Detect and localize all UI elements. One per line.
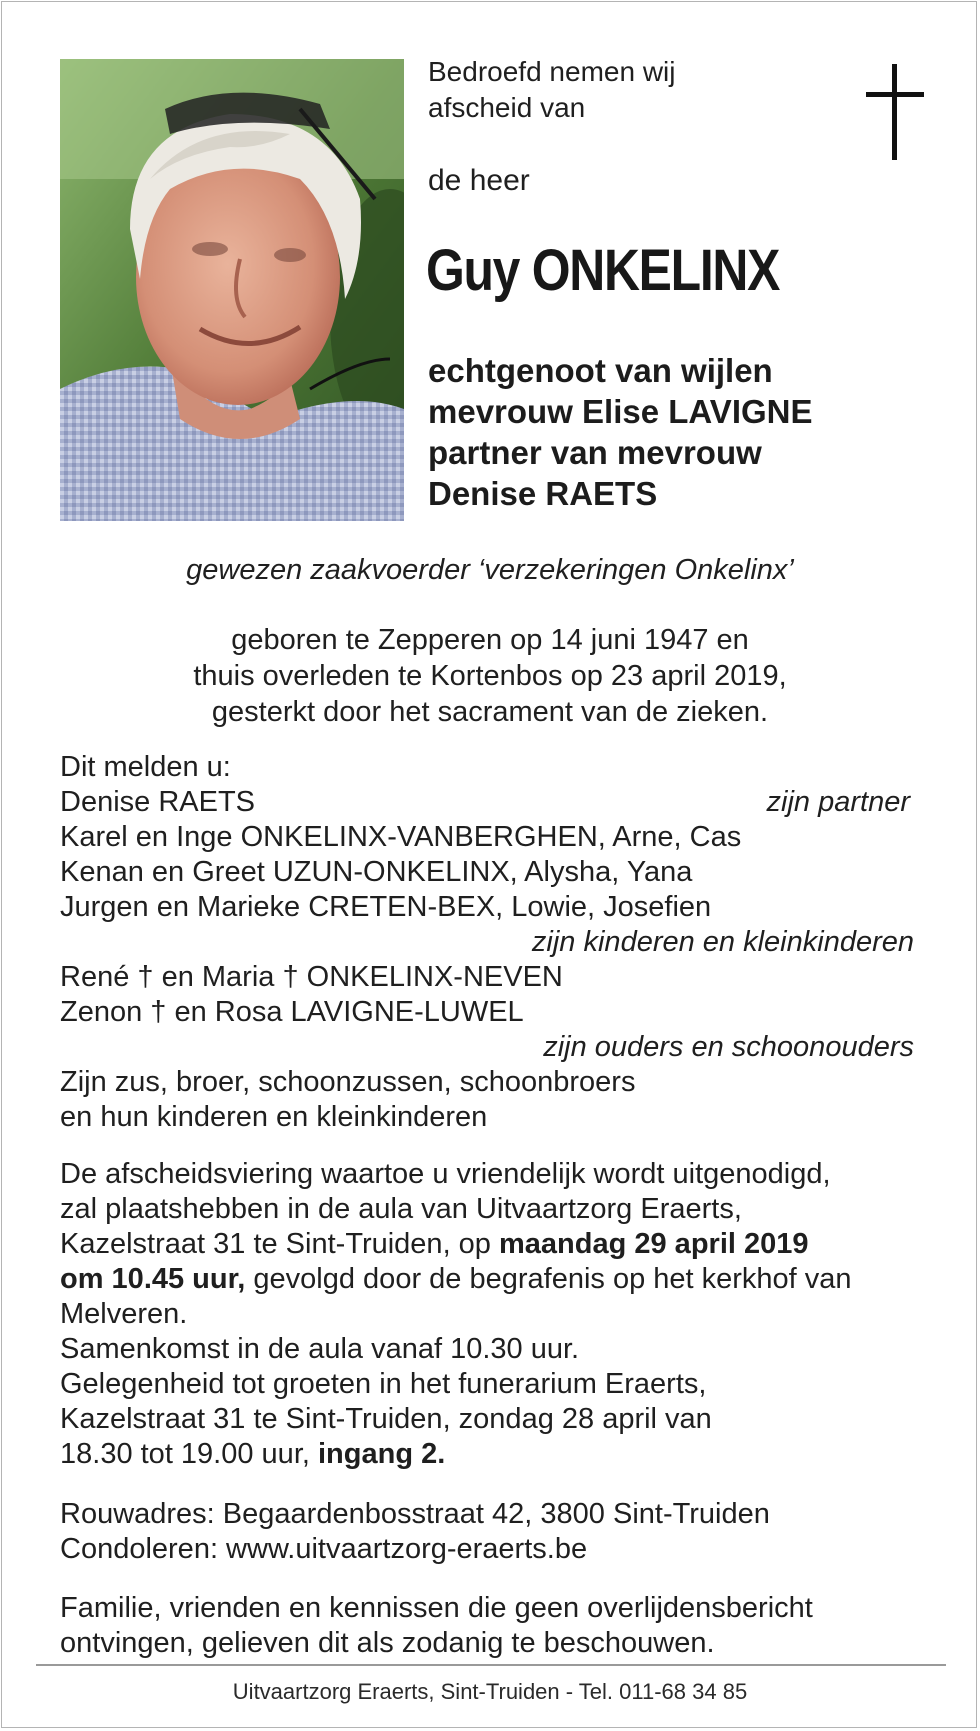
footer-text: Uitvaartzorg Eraerts, Sint-Truiden - Tel. 011-68 34 85: [232, 1679, 748, 1704]
entrance: ingang 2.: [317, 1438, 446, 1470]
child-line: Karel en Inge ONKELINX-VANBERGHEN, Arne, Cas: [60, 821, 742, 853]
life-line: thuis overleden te Kortenbos op 23 april 2019,: [193, 660, 787, 692]
deceased-name: Guy ONKELINX: [426, 238, 780, 303]
burial-info: gevolgd door de begrafenis op het kerkhof van: [245, 1263, 852, 1295]
visitation-line: [60, 1437, 445, 1472]
life-line: gesterkt door het sacrament van de zieken.: [211, 696, 769, 728]
relationship-line: partner van mevrouw: [428, 434, 762, 471]
visitation-hours: 18.30 tot 19.00 uur,: [60, 1438, 318, 1470]
intro-line: Bedroefd nemen wij: [428, 56, 676, 87]
occupation: gewezen zaakvoerder ‘verzekeringen Onkelinx’: [186, 554, 794, 586]
condolences-link[interactable]: Condoleren: www.uitvaartzorg-eraerts.be: [60, 1533, 588, 1565]
child-line: Kenan en Greet UZUN-ONKELINX, Alysha, Yana: [60, 856, 693, 888]
mourning-address: Rouwadres: Begaardenbosstraat 42, 3800 Sint-Truiden: [60, 1498, 770, 1530]
visitation-line: Kazelstraat 31 te Sint-Truiden, zondag 28 april van: [60, 1403, 712, 1435]
life-line: geboren te Zepperen op 14 juni 1947 en: [231, 624, 749, 656]
child-line: Jurgen en Marieke CRETEN-BEX, Lowie, Josefien: [60, 891, 712, 923]
ceremony-time: om 10.45 uur,: [60, 1263, 246, 1295]
relationship-line: echtgenoot van wijlen: [428, 352, 773, 389]
ceremony-line: [60, 1227, 809, 1262]
mourners-intro: Dit melden u:: [60, 751, 231, 783]
cross-icon: [866, 64, 924, 160]
honorific: de heer: [428, 164, 530, 197]
siblings-line: Zijn zus, broer, schoonzussen, schoonbroers: [60, 1066, 636, 1098]
gathering-line: Samenkomst in de aula vanaf 10.30 uur.: [60, 1333, 580, 1365]
partner-role: zijn partner: [766, 786, 910, 818]
visitation-line: Gelegenheid tot groeten in het funerarium Eraerts,: [60, 1368, 707, 1400]
parent-line: Zenon † en Rosa LAVIGNE-LUWEL: [60, 996, 524, 1028]
portrait-illustration: [60, 59, 404, 521]
footer-divider: [36, 1664, 946, 1666]
obituary-card: [1, 1, 977, 1728]
ceremony-line: De afscheidsviering waartoe u vriendelijk wordt uitgenodigd,: [60, 1158, 831, 1190]
life-dates: [2, 622, 978, 730]
relationship-block: [428, 350, 813, 514]
notice-line: ontvingen, gelieven dit als zodanig te beschouwen.: [60, 1627, 715, 1659]
relationship-line: mevrouw Elise LAVIGNE: [428, 393, 813, 430]
children-role: zijn kinderen en kleinkinderen: [531, 926, 914, 958]
notice-line: Familie, vrienden en kennissen die geen overlijdensbericht: [60, 1592, 813, 1624]
ceremony-location: Kazelstraat 31 te Sint-Truiden, op: [60, 1228, 499, 1260]
portrait-photo: [60, 59, 404, 521]
intro-line: afscheid van: [428, 92, 586, 123]
ceremony-line: Melveren.: [60, 1298, 188, 1330]
partner-name: Denise RAETS: [60, 786, 256, 818]
ceremony-date: maandag 29 april 2019: [499, 1228, 809, 1260]
ceremony-line: zal plaatshebben in de aula van Uitvaartzorg Eraerts,: [60, 1193, 742, 1225]
ceremony-line: [60, 1262, 852, 1297]
intro-text: [428, 54, 675, 126]
siblings-line: en hun kinderen en kleinkinderen: [60, 1101, 488, 1133]
parent-line: René † en Maria † ONKELINX-NEVEN: [60, 961, 563, 993]
relationship-line: Denise RAETS: [428, 475, 658, 512]
parents-role: zijn ouders en schoonouders: [543, 1031, 914, 1063]
